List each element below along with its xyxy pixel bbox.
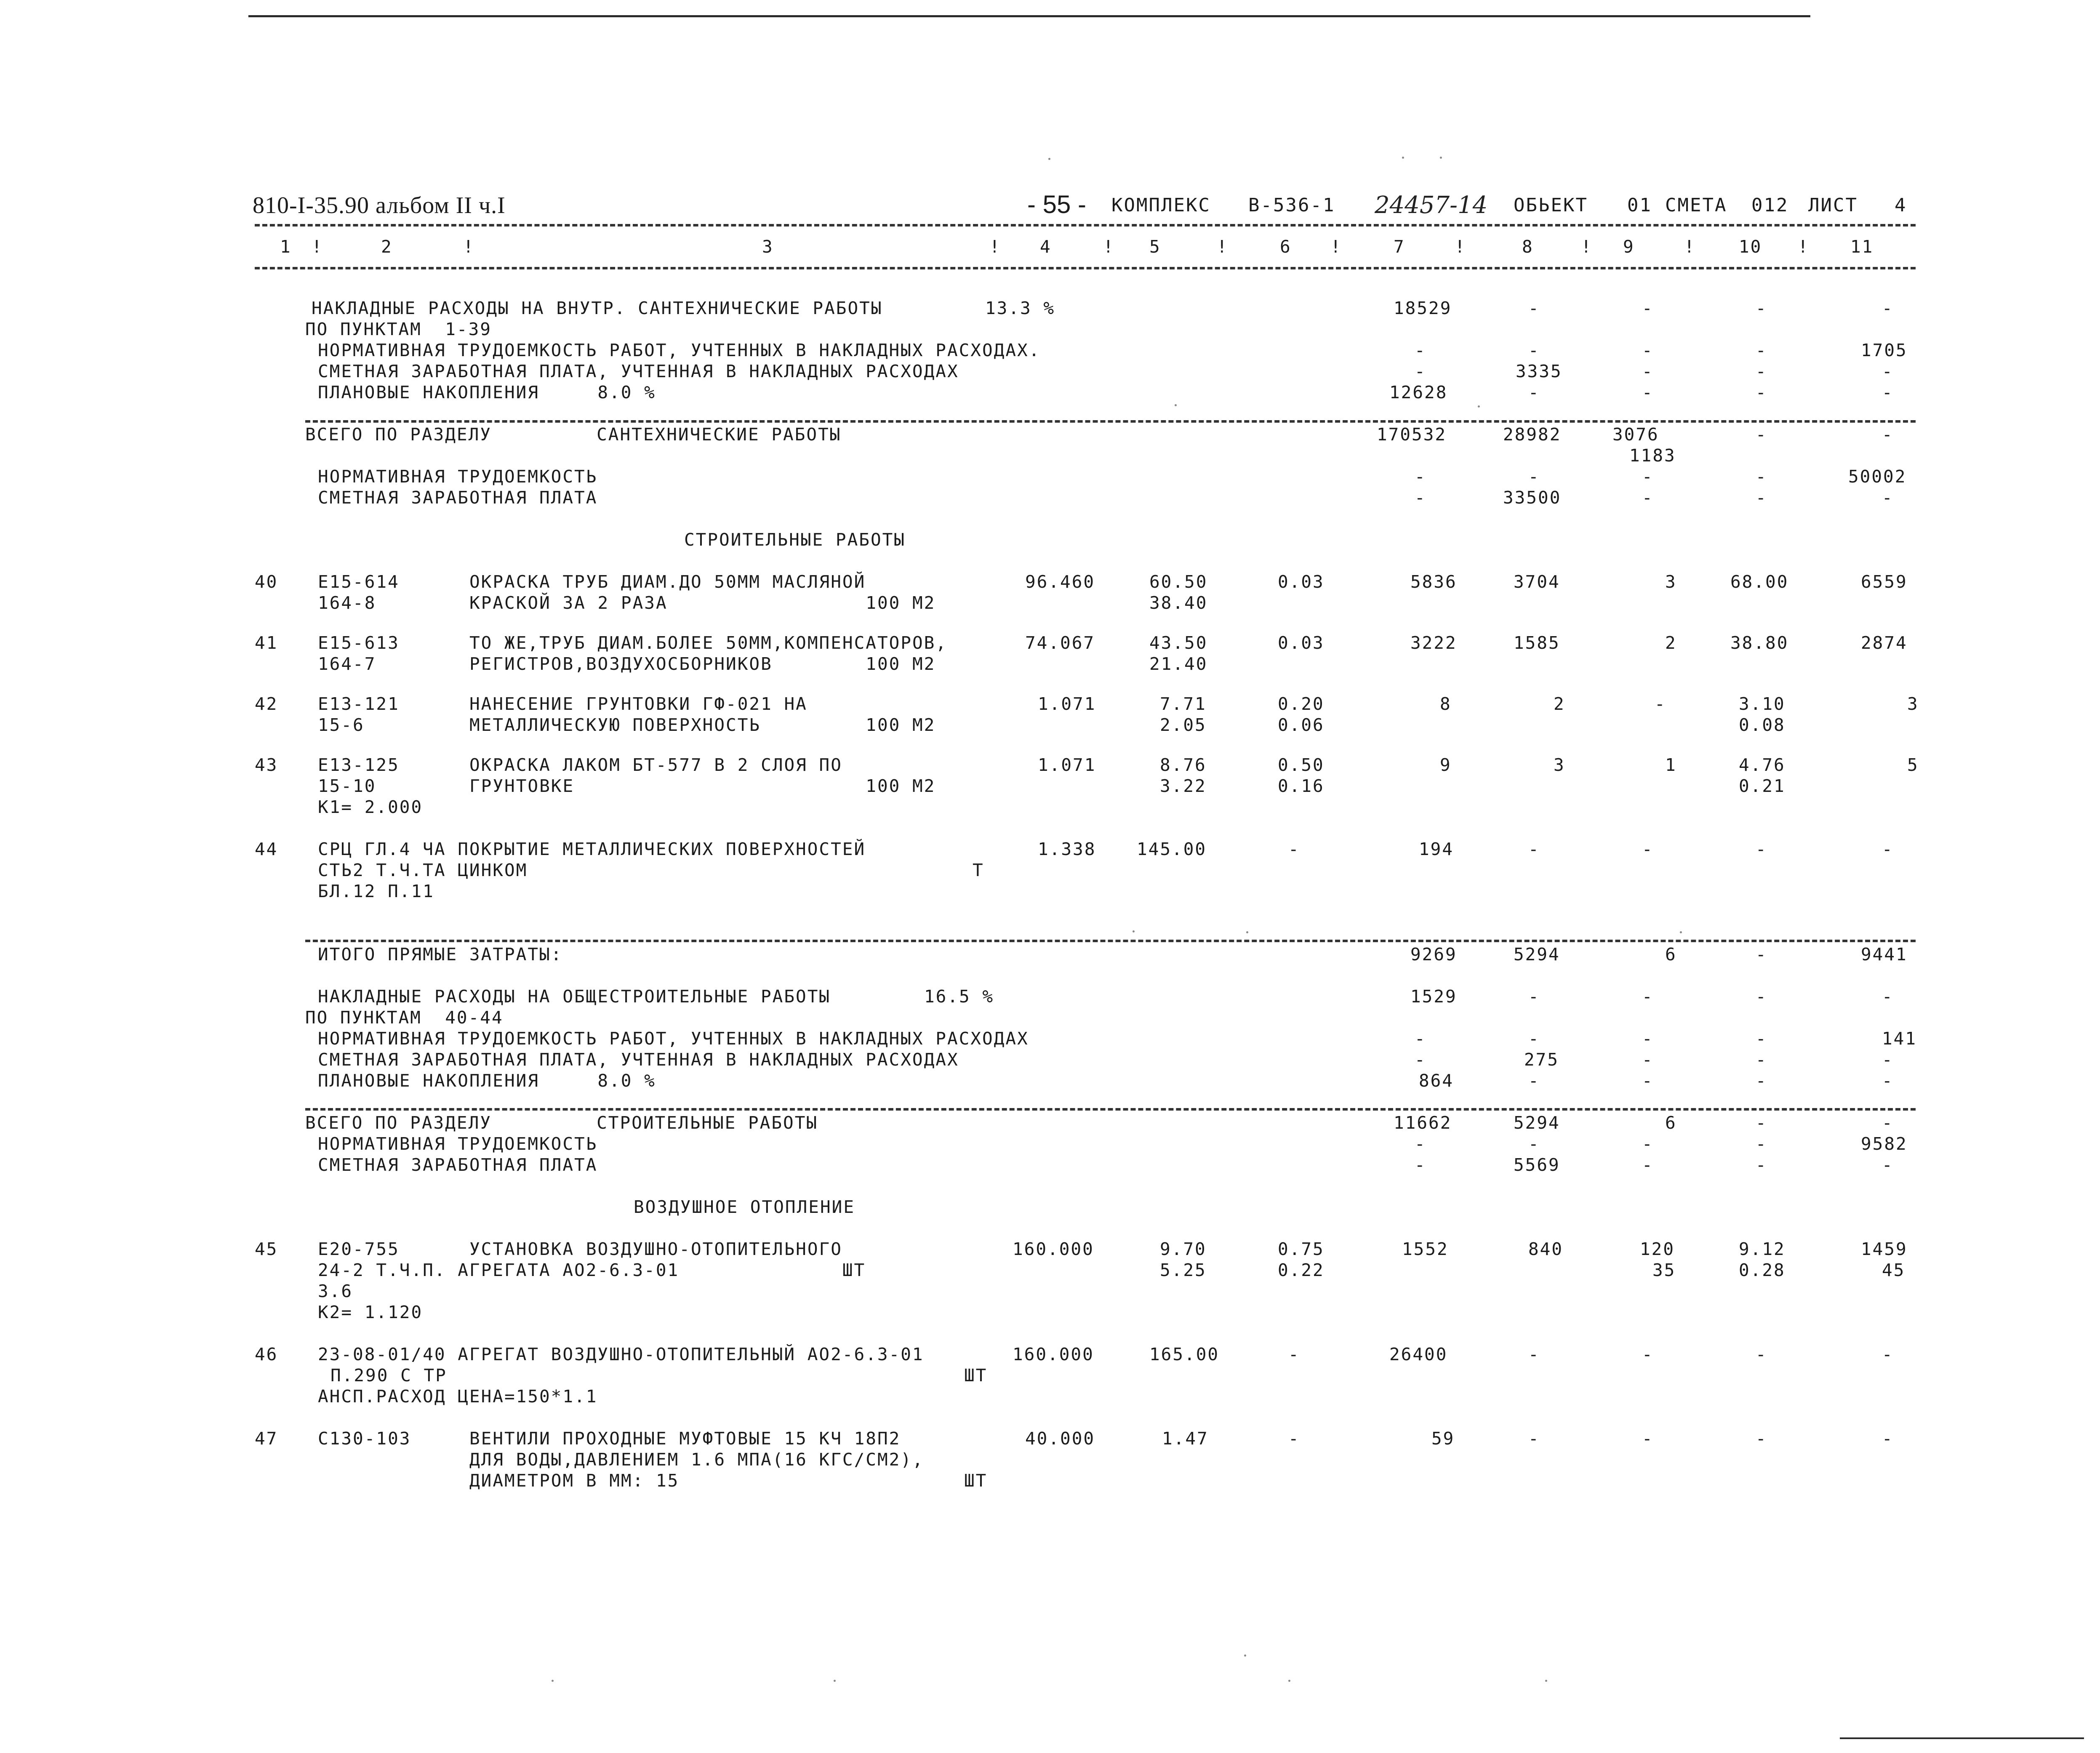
table-cell: 1183 [1629,445,1676,466]
table-cell: - [1415,466,1426,487]
table-cell: РЕГИСТРОВ,ВОЗДУХОСБОРНИКОВ 100 М2 [469,654,936,674]
table-cell: ОКРАСКА ТРУБ ДИАМ.ДО 50ММ МАСЛЯНОЙ [469,572,866,592]
table-cell: АНСП.РАСХОД ЦЕНА=150*1.1 [318,1386,598,1407]
table-cell: 160.000 [1013,1239,1094,1259]
table-cell: НОРМАТИВНАЯ ТРУДОЕМКОСТЬ РАБОТ, УЧТЕННЫХ В НАКЛАДНЫХ РАСХОДАХ. [318,340,1041,360]
table-cell: К1= 2.000 [318,797,423,817]
table-cell: 13.3 % [985,298,1055,318]
table-cell: 21.40 [1149,654,1208,674]
table-cell: 2 [1554,694,1565,714]
table-cell: 165.00 [1149,1344,1220,1364]
table-cell: - [1882,1344,1894,1364]
table-cell: 15-6 [318,715,365,735]
table-cell: 0.22 [1278,1260,1324,1280]
table-cell: 42 [255,694,278,714]
table-cell: - [1642,361,1654,381]
table-cell: СРЦ ГЛ.4 ЧА ПОКРЫТИЕ МЕТАЛЛИЧЕСКИХ ПОВЕРХНОСТЕЙ [318,839,866,859]
table-cell: ПЛАНОВЫЕ НАКОПЛЕНИЯ 8.0 % [318,1071,656,1091]
table-cell: - [1882,382,1894,402]
column-number-4: 4 [1040,237,1052,257]
table-cell: 1.071 [1038,694,1096,714]
table-cell: 9441 [1861,944,1908,964]
table-cell: К2= 1.120 [318,1302,423,1322]
table-cell: - [1882,986,1894,1007]
table-cell: 43 [255,755,278,775]
table-cell: 5836 [1410,572,1457,592]
table-cell: 194 [1419,839,1454,859]
table-cell: НАКЛАДНЫЕ РАСХОДЫ НА ОБЩЕСТРОИТЕЛЬНЫЕ РАБОТЫ [318,986,831,1007]
column-separator: ! [1798,237,1810,257]
estimate-value: 012 [1751,194,1789,216]
table-cell: УСТАНОВКА ВОЗДУШНО-ОТОПИТЕЛЬНОГО [469,1239,842,1259]
table-cell: НОРМАТИВНАЯ ТРУДОЕМКОСТЬ РАБОТ, УЧТЕННЫХ В НАКЛАДНЫХ РАСХОДАХ [318,1028,1029,1049]
table-cell: СМЕТНАЯ ЗАРАБОТНАЯ ПЛАТА, УЧТЕННАЯ В НАКЛАДНЫХ РАСХОДАХ [318,361,959,381]
column-separator: ! [1581,237,1593,257]
column-number-10: 10 [1739,237,1762,257]
table-cell: 3 [1907,694,1919,714]
table-cell: 164-8 [318,593,376,613]
album-reference: 810-I-35.90 альбом II ч.I [253,192,506,218]
table-cell: 68.00 [1730,572,1789,592]
scan-speck [834,1680,836,1682]
table-cell: - [1415,1050,1426,1070]
table-cell: ПО ПУНКТАМ 40-44 [305,1007,504,1028]
table-cell: - [1756,298,1767,318]
table-cell: Е13-121 [318,694,400,714]
table-cell: - [1882,1071,1894,1091]
scan-speck [552,1680,554,1682]
table-cell: 3.10 [1739,694,1786,714]
table-cell: ШТ [964,1365,988,1385]
table-cell: 46 [255,1344,278,1364]
table-cell: 26400 [1389,1344,1448,1364]
table-cell: 2 [1665,633,1677,653]
table-cell: 5294 [1514,1113,1560,1133]
table-cell: 43.50 [1149,633,1208,653]
scan-speck [1545,1680,1547,1682]
table-cell: - [1655,694,1666,714]
table-cell: - [1528,839,1540,859]
table-cell: ШТ [964,1471,988,1491]
table-cell: 18529 [1394,298,1452,318]
table-cell: 0.06 [1278,715,1324,735]
table-cell: - [1288,1344,1300,1364]
table-cell: 59 [1431,1428,1455,1449]
table-cell: - [1288,839,1300,859]
table-cell: ГРУНТОВКЕ 100 М2 [469,776,936,796]
table-cell: 15-10 [318,776,376,796]
table-cell: - [1528,1134,1540,1154]
table-cell: 3704 [1514,572,1560,592]
table-cell: - [1882,1050,1894,1070]
column-number-5: 5 [1149,237,1161,257]
column-separator: ! [1330,237,1342,257]
table-cell: 0.20 [1278,694,1324,714]
table-cell: СТЬ2 Т.Ч.ТА ЦИНКОМ [318,860,528,880]
table-cell: СМЕТНАЯ ЗАРАБОТНАЯ ПЛАТА, УЧТЕННАЯ В НАКЛАДНЫХ РАСХОДАХ [318,1050,959,1070]
table-cell: ОКРАСКА ЛАКОМ БТ-577 В 2 СЛОЯ ПО [469,755,842,775]
table-cell: БЛ.12 П.11 [318,881,434,901]
table-cell: 40.000 [1025,1428,1095,1449]
table-cell: 3335 [1516,361,1562,381]
table-cell: 2.05 [1160,715,1207,735]
table-cell: - [1756,1113,1767,1133]
table-cell: - [1756,1071,1767,1091]
table-cell: 9.12 [1739,1239,1786,1259]
table-cell: 145.00 [1137,839,1207,859]
table-cell: 1.47 [1162,1428,1209,1449]
table-cell: - [1642,466,1654,487]
table-cell: 0.75 [1278,1239,1324,1259]
table-cell: Е15-614 [318,572,400,592]
table-cell: - [1882,424,1894,445]
table-cell: 6 [1665,944,1677,964]
table-cell: - [1642,1344,1654,1364]
table-cell: Е20-755 [318,1239,400,1259]
table-cell: ДИАМЕТРОМ В ММ: 15 [469,1471,680,1491]
table-cell: НАНЕСЕНИЕ ГРУНТОВКИ ГФ-021 НА [469,694,807,714]
scan-speck [1288,1680,1290,1682]
table-cell: 3 [1554,755,1565,775]
handwritten-reference: 24457-14 [1375,192,1488,219]
table-cell: ВСЕГО ПО РАЗДЕЛУ СТРОИТЕЛЬНЫЕ РАБОТЫ [305,1113,818,1133]
table-cell: 40 [255,572,278,592]
table-cell: НОРМАТИВНАЯ ТРУДОЕМКОСТЬ [318,1134,598,1154]
table-cell: 38.40 [1149,593,1208,613]
scan-speck [1402,157,1404,159]
table-cell: 5569 [1514,1155,1560,1175]
table-cell: 44 [255,839,278,859]
table-cell: - [1415,361,1426,381]
table-cell: 864 [1419,1071,1454,1091]
table-cell: 50002 [1848,466,1907,487]
section-separator [305,940,1916,942]
table-cell: - [1756,1344,1767,1364]
table-cell: 38.80 [1730,633,1789,653]
table-cell: 9269 [1410,944,1457,964]
table-cell: - [1756,839,1767,859]
table-cell: - [1756,1028,1767,1049]
table-cell: 3 [1665,572,1677,592]
table-cell: ИТОГО ПРЯМЫЕ ЗАТРАТЫ: [318,944,563,964]
table-cell: - [1642,1050,1654,1070]
table-cell: 96.460 [1025,572,1095,592]
table-cell: 1.071 [1038,755,1096,775]
table-cell: - [1528,340,1540,360]
table-cell: 24-2 Т.Ч.П. АГРЕГАТА АО2-6.3-01 ШТ [318,1260,866,1280]
table-cell: - [1528,382,1540,402]
scan-speck [1478,405,1480,408]
table-cell: 5 [1907,755,1919,775]
table-cell: СМЕТНАЯ ЗАРАБОТНАЯ ПЛАТА [318,1155,598,1175]
page-number: - 55 - [1027,190,1087,218]
table-cell: - [1882,1428,1894,1449]
table-cell: 45 [255,1239,278,1259]
scan-speck [1244,1654,1246,1657]
table-cell: - [1756,1428,1767,1449]
table-cell: 5.25 [1160,1260,1207,1280]
column-separator: ! [1684,237,1696,257]
column-number-2: 2 [381,237,393,257]
table-cell: СМЕТНАЯ ЗАРАБОТНАЯ ПЛАТА [318,488,598,508]
object-label: ОБЬЕКТ [1514,194,1588,216]
table-cell: СТРОИТЕЛЬНЫЕ РАБОТЫ [684,530,906,550]
table-cell: КРАСКОЙ ЗА 2 РАЗА 100 М2 [469,593,936,613]
table-cell: 16.5 % [924,986,994,1007]
table-cell: ВОЗДУШНОЕ ОТОПЛЕНИЕ [634,1197,855,1217]
table-cell: 11662 [1394,1113,1452,1133]
table-cell: ВСЕГО ПО РАЗДЕЛУ САНТЕХНИЧЕСКИЕ РАБОТЫ [305,424,842,445]
table-cell: 7.71 [1160,694,1207,714]
column-number-1: 1 [280,237,292,257]
table-cell: 9 [1440,755,1452,775]
table-cell: 6 [1665,1113,1677,1133]
table-cell: 1552 [1402,1239,1449,1259]
table-cell: - [1882,839,1894,859]
column-number-11: 11 [1850,237,1874,257]
top-edge-line [248,15,1810,17]
table-cell: - [1756,1134,1767,1154]
table-cell: 23-08-01/40 АГРЕГАТ ВОЗДУШНО-ОТОПИТЕЛЬНЫЙ АО2-6.3-01 [318,1344,924,1364]
table-cell: - [1642,1134,1654,1154]
table-cell: 9.70 [1160,1239,1207,1259]
table-cell: 47 [255,1428,278,1449]
table-cell: 1585 [1514,633,1560,653]
table-cell: - [1528,986,1540,1007]
table-cell: 35 [1652,1260,1676,1280]
table-cell: - [1882,1113,1894,1133]
table-cell: ДЛЯ ВОДЫ,ДАВЛЕНИЕМ 1.6 МПА(16 КГС/СМ2), [469,1449,924,1470]
table-cell: - [1756,466,1767,487]
table-cell: 141 [1882,1028,1917,1049]
table-cell: П.290 С ТР [330,1365,447,1385]
table-cell: - [1882,298,1894,318]
table-cell: 0.16 [1278,776,1324,796]
table-cell: - [1756,424,1767,445]
table-cell: - [1642,382,1654,402]
column-separator: ! [312,237,323,257]
table-cell: МЕТАЛЛИЧЕСКУЮ ПОВЕРХНОСТЬ 100 М2 [469,715,936,735]
table-cell: - [1756,340,1767,360]
table-cell: - [1528,1344,1540,1364]
header-rule-top [255,224,1916,226]
table-cell: 170532 [1377,424,1447,445]
scan-speck [1680,931,1682,933]
table-cell: 1705 [1861,340,1908,360]
table-cell: - [1642,298,1654,318]
table-cell: 8.76 [1160,755,1207,775]
table-cell: - [1642,488,1654,508]
table-cell: Е13-125 [318,755,400,775]
table-cell: 0.50 [1278,755,1324,775]
header-rule-bottom [255,267,1916,269]
table-cell: - [1415,1134,1426,1154]
table-cell: 3.22 [1160,776,1207,796]
table-cell: 0.03 [1278,572,1324,592]
table-cell: 2874 [1861,633,1908,653]
sheet-label: ЛИСТ [1808,194,1858,216]
table-cell: 120 [1640,1239,1675,1259]
table-cell: 45 [1882,1260,1905,1280]
table-cell: - [1415,1028,1426,1049]
table-cell: - [1756,986,1767,1007]
table-cell: 0.21 [1739,776,1786,796]
table-cell: 9582 [1861,1134,1908,1154]
column-separator: ! [1217,237,1229,257]
table-cell: 1 [1665,755,1677,775]
table-cell: - [1756,1050,1767,1070]
table-cell: - [1528,1071,1540,1091]
table-cell: 1529 [1410,986,1457,1007]
table-cell: - [1756,488,1767,508]
table-cell: 28982 [1503,424,1562,445]
table-cell: НОРМАТИВНАЯ ТРУДОЕМКОСТЬ [318,466,598,487]
table-cell: 74.067 [1025,633,1095,653]
sheet-value: 4 [1895,194,1907,216]
table-cell: - [1642,1071,1654,1091]
complex-label: КОМПЛЕКС [1111,194,1211,216]
table-cell: - [1642,1155,1654,1175]
scan-speck [1048,158,1050,160]
table-cell: - [1882,361,1894,381]
table-cell: - [1642,1428,1654,1449]
table-cell: 5294 [1514,944,1560,964]
table-cell: 0.28 [1739,1260,1786,1280]
object-value: 01 [1627,194,1652,216]
table-cell: - [1642,839,1654,859]
table-cell: Е15-613 [318,633,400,653]
table-cell: 164-7 [318,654,376,674]
table-cell: - [1288,1428,1300,1449]
column-number-6: 6 [1280,237,1292,257]
table-cell: ПО ПУНКТАМ 1-39 [305,319,492,339]
table-cell: 41 [255,633,278,653]
table-cell: 275 [1524,1050,1559,1070]
table-cell: - [1642,340,1654,360]
scan-speck [1175,404,1177,406]
column-separator: ! [1103,237,1115,257]
table-cell: - [1415,1155,1426,1175]
column-number-3: 3 [762,237,774,257]
scan-speck [1440,157,1442,159]
table-cell: - [1756,361,1767,381]
table-cell: - [1528,298,1540,318]
table-cell: ТО ЖЕ,ТРУБ ДИАМ.БОЛЕЕ 50ММ,КОМПЕНСАТОРОВ, [469,633,948,653]
column-separator: ! [1455,237,1466,257]
table-cell: С130-103 [318,1428,411,1449]
table-cell: - [1882,1155,1894,1175]
table-cell: 840 [1528,1239,1564,1259]
scan-speck [1133,930,1135,932]
table-cell: 60.50 [1149,572,1208,592]
table-cell: - [1528,466,1540,487]
table-cell: 33500 [1503,488,1562,508]
scan-speck [1246,931,1248,933]
table-cell: - [1528,1028,1540,1049]
estimate-label: СМЕТА [1665,194,1727,216]
column-number-9: 9 [1623,237,1635,257]
column-separator: ! [463,237,475,257]
column-number-8: 8 [1522,237,1534,257]
table-cell: 0.08 [1739,715,1786,735]
column-number-7: 7 [1394,237,1405,257]
table-cell: - [1756,382,1767,402]
column-separator: ! [989,237,1001,257]
table-cell: 1.338 [1038,839,1096,859]
table-cell: 6559 [1861,572,1908,592]
section-separator [305,1108,1916,1111]
table-cell: Т [973,860,984,880]
table-cell: ВЕНТИЛИ ПРОХОДНЫЕ МУФТОВЫЕ 15 КЧ 18П2 [469,1428,901,1449]
table-cell: - [1528,1428,1540,1449]
table-cell: 160.000 [1013,1344,1094,1364]
table-cell: 3.6 [318,1281,353,1301]
section-separator [305,420,1916,423]
table-cell: 3222 [1410,633,1457,653]
table-cell: НАКЛАДНЫЕ РАСХОДЫ НА ВНУТР. САНТЕХНИЧЕСКИЕ РАБОТЫ [312,298,883,318]
complex-code: В-536-1 [1248,194,1335,216]
table-cell: - [1642,986,1654,1007]
table-cell: 8 [1440,694,1452,714]
table-cell: - [1756,1155,1767,1175]
table-cell: - [1756,944,1767,964]
table-cell: 4.76 [1739,755,1786,775]
table-cell: 1459 [1861,1239,1908,1259]
bottom-edge-line [1840,1737,2084,1739]
table-cell: - [1882,488,1894,508]
table-cell: - [1415,488,1426,508]
table-cell: 12628 [1389,382,1448,402]
table-cell: ПЛАНОВЫЕ НАКОПЛЕНИЯ 8.0 % [318,382,656,402]
table-cell: - [1415,340,1426,360]
table-cell: 0.03 [1278,633,1324,653]
table-cell: - [1642,1028,1654,1049]
table-cell: 3076 [1612,424,1659,445]
